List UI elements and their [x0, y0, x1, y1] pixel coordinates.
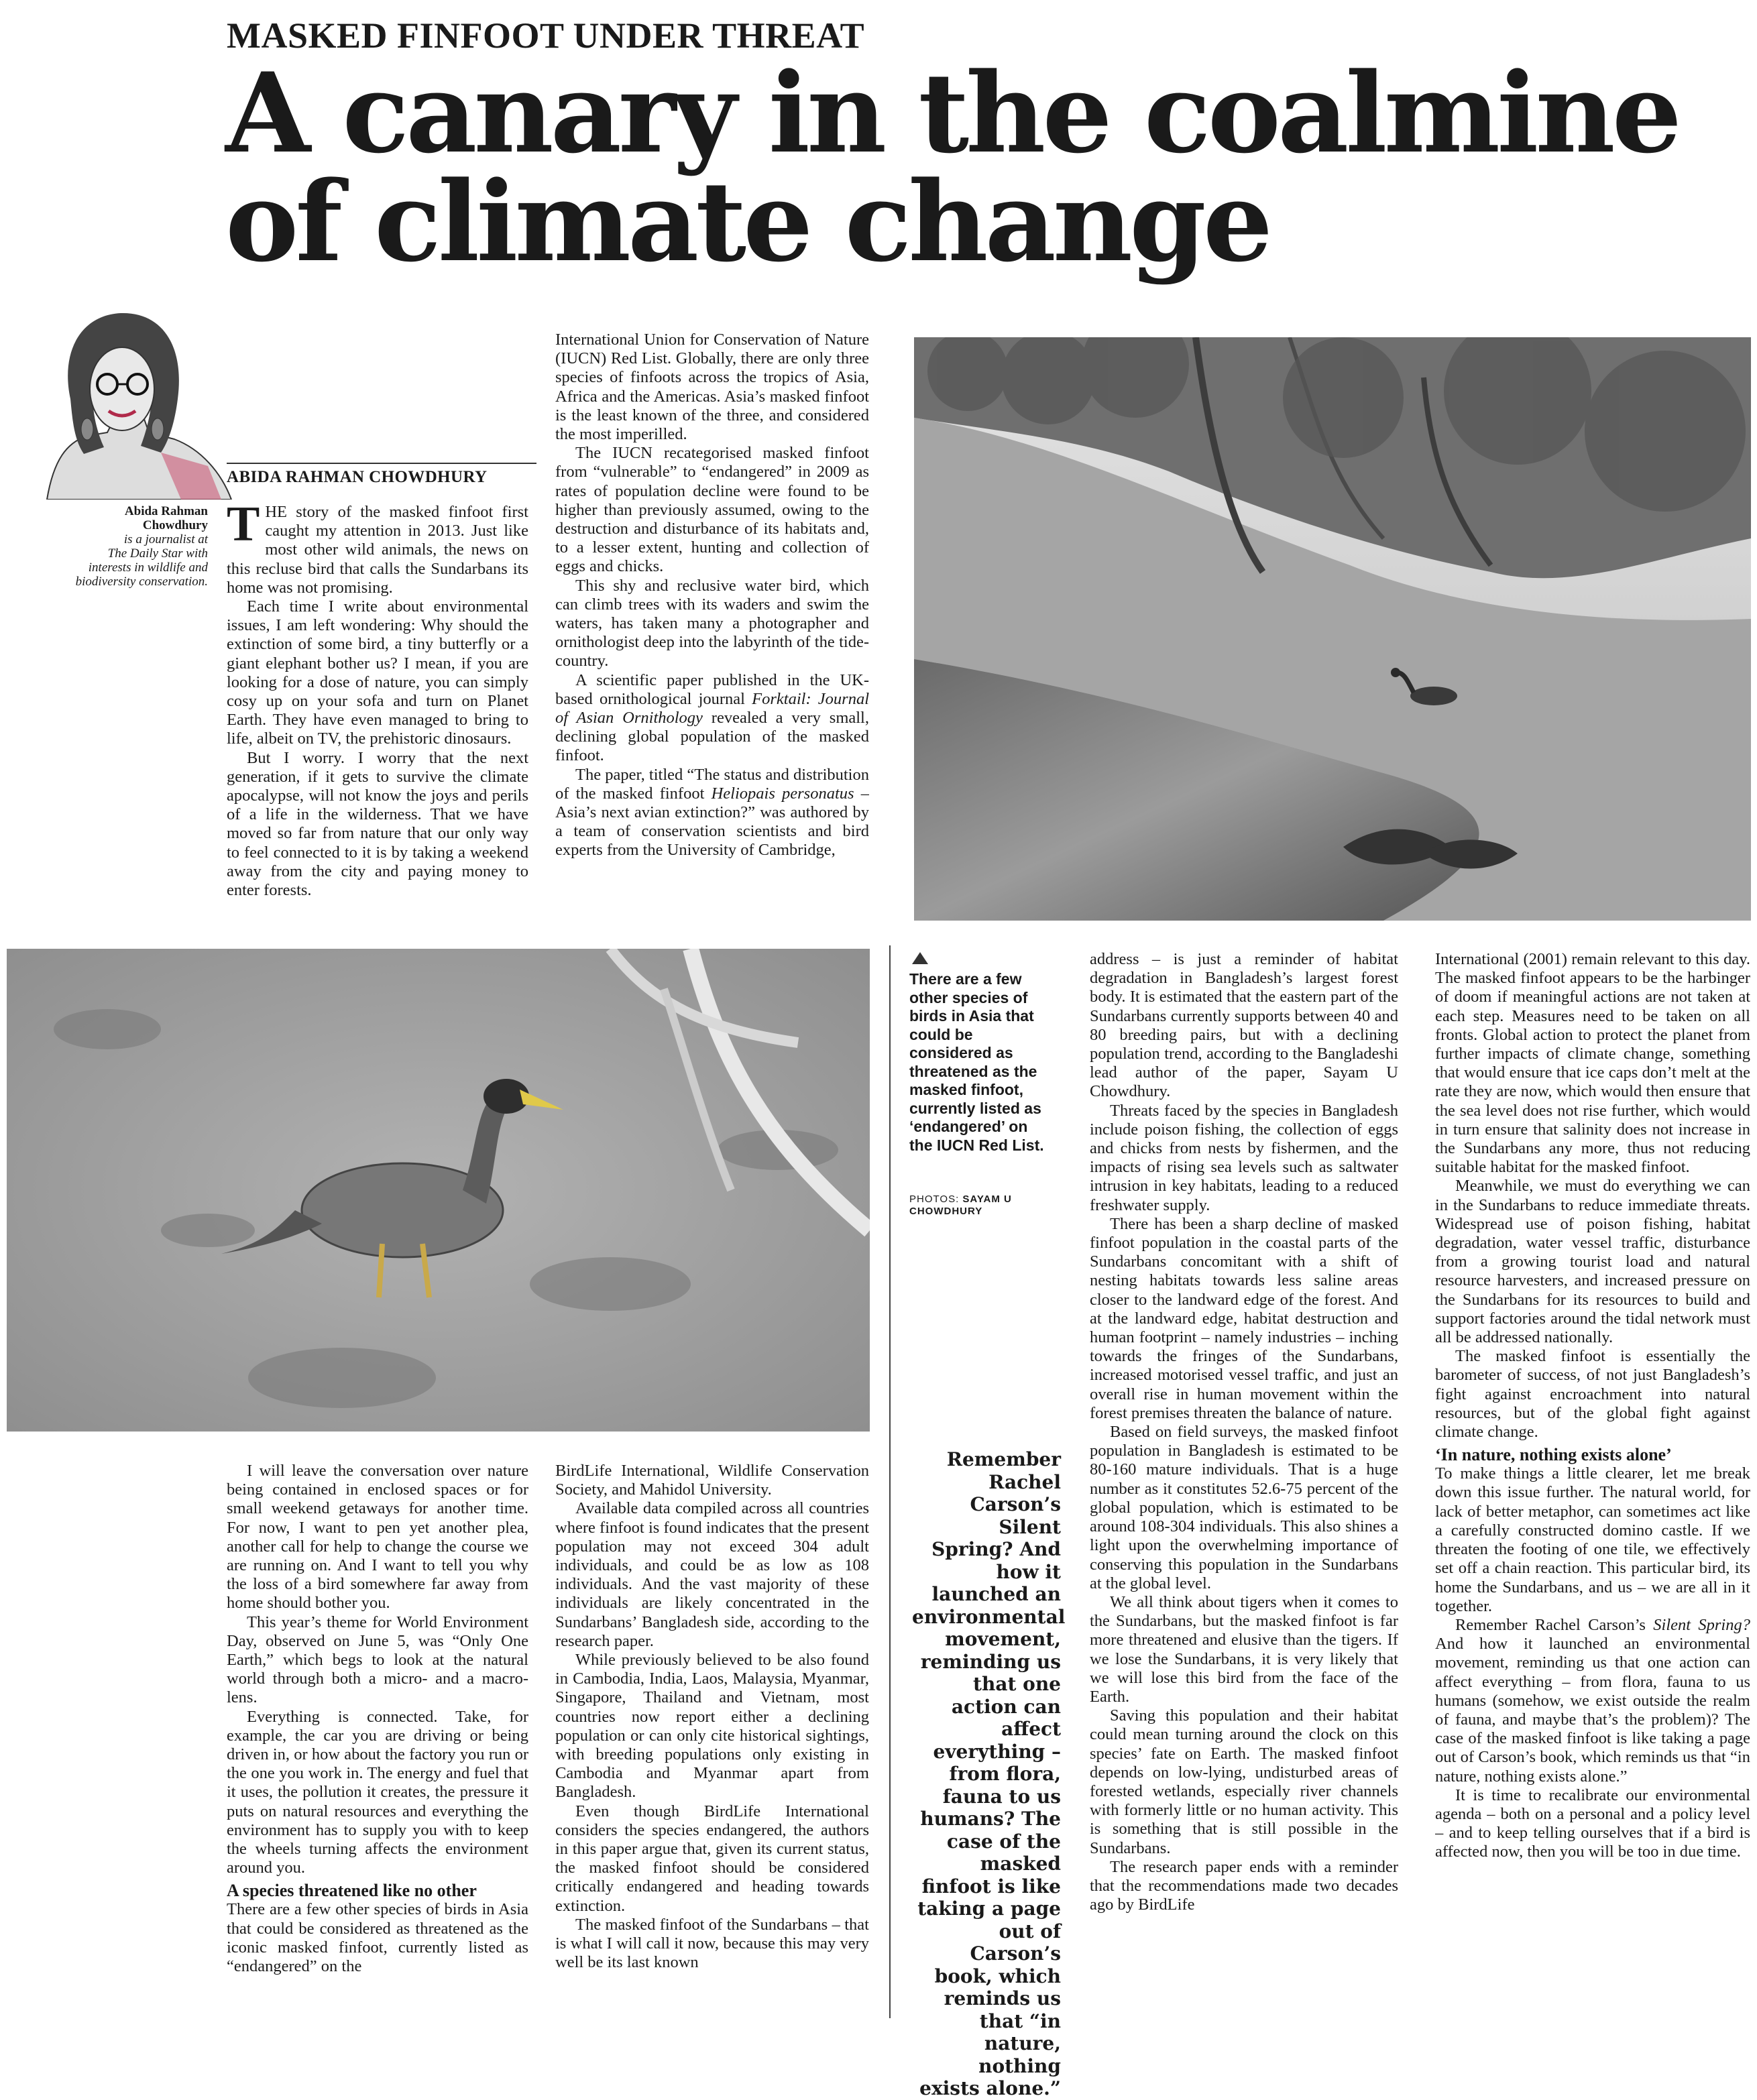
paragraph: BirdLife International, Wildlife Conservation Society, and Mahidol University. [555, 1462, 869, 1499]
text-run: A scientific paper published in the UK-based ornithological journal [555, 670, 869, 708]
paragraph: We all think about tigers when it comes to the Sundarbans, but the masked finfoot is far more threatened and elusive than the tigers. If we lose the Sundarbans, it is very likely that we will lose this bird from the face of the Earth. [1090, 1592, 1398, 1706]
column-4 [1435, 950, 1750, 2018]
mangrove-river-photo [914, 337, 1751, 921]
text-run: And how it launched an environmental movement, reminding us that one action can affect everything – from flora, fauna to us humans (somehow, we exist outside the realm of fauna, and maybe that’s the problem)? The case of the masked finfoot is like taking a page out of Carson’s book, which reminds us that “in nature, nothing exists alone.” [1435, 1635, 1750, 1786]
text-run: Remember Rachel Carson’s [1455, 1615, 1654, 1634]
paragraph: The masked finfoot of the Sundarbans – that is what I will call it now, because this may very well be its last known [555, 1915, 869, 1972]
lead-paragraph: HE story of the masked finfoot first caught my attention in 2013. Just like most other wild animals, the news on this recluse bird that calls the Sundarbans its home was not promising. [227, 503, 528, 597]
paragraph: International Union for Conservation of Nature (IUCN) Red List. Globally, there are only three species of finfoots across the tropics of Asia, Africa and the Americas. Asia’s masked finfoot is the least known of the three, and considered the most imperilled. [555, 331, 869, 444]
dropcap: T [227, 503, 260, 552]
caption-arrow-icon [911, 951, 929, 966]
column-1-bottom [227, 1462, 528, 2017]
paragraph: It is time to recalibrate our environmental agenda – both on a personal and a policy level – and to keep telling ourselves that if a bird is affected now, then you will be too in due time. [1435, 1786, 1750, 1861]
text-run: The paper, titled “The status and distribution of the masked finfoot [555, 765, 869, 803]
paragraph: But I worry. I worry that the next generation, if it gets to survive the climate apocalypse, will not know the joys and perils of a life in the wilderness. That we have moved so far from nature that our only way to feel connected to it is by taking a weekend away from the city and paying money to enter forests. [227, 748, 528, 900]
paragraph: The masked finfoot is essentially the barometer of success, of not just Bangladesh’s fight against encroachment into natural resources, but of the global fight against climate change. [1435, 1347, 1750, 1442]
paragraph: To make things a little clearer, let me break down this issue further. The natural world, for lack of better metaphor, can sometimes act like a carefully constructed domino castle. If we threaten the footing of one tile, we effectively set off a chain reaction. This particular bird, its home the Sundarbans, and us – we are all in it together. [1435, 1464, 1750, 1615]
column-2-top [555, 331, 869, 919]
paragraph: There has been a sharp decline of masked finfoot population in the coastal parts of the Sundarbans concomitant with a shift of nesting habitats towards less saline areas closer to the landward edge of the forest. And at the landward edge, habitat destruction and human footprint – namely industries – inching towards the fringes of the Sundarbans, increased motorised vessel traffic, and just an overall rise in human movement within the forest premises threaten the balance of nature. [1090, 1214, 1398, 1422]
paragraph: Threats faced by the species in Bangladesh include poison fishing, the collection of eggs and chicks from nests by fishermen, and the impacts of rising sea levels such as saltwater intrusion in key habitats, leading to a reduced freshwater supply. [1090, 1101, 1398, 1214]
photo-credit [909, 1193, 1057, 1218]
credit-name: SAYAM U CHOWDHURY [909, 1193, 1012, 1217]
text-run: – Asia’s next avian extinction?” was authored by a team of conservation scientists and bird experts from the University of Cambridge, [555, 784, 869, 860]
paragraph: The IUCN recategorised masked finfoot from “vulnerable” to “endangered” in 2009 as rates of population decline were found to be higher than previously assumed, owing to the destruction and disturbance of its habitats and, to a lesser extent, hunting and collection of eggs and chicks. [555, 444, 869, 576]
bio-outlet: The Daily Star [107, 546, 183, 561]
book-title: Silent Spring? [1653, 1615, 1750, 1634]
paragraph: Everything is connected. Take, for example, the car you are driving or being driven in, or how about the factory you run or the one you work in. The energy and fuel that it uses, the pollution it creates, the pressure it puts on natural resources and everything the environment has to supply you with to keep the wheels turning affects the environment around you. [227, 1707, 528, 1877]
masked-finfoot-photo [7, 949, 870, 1432]
paragraph: Saving this population and their habitat could mean turning around the clock on this species’ fate on Earth. The masked finfoot depends on low-lying, undisturbed areas of forested wetlands, especially river channels with formerly little or no human activity. This is something that is still possible in the Sundarbans. [1090, 1706, 1398, 1857]
paragraph: International (2001) remain relevant to this day. The masked finfoot appears to be the harbinger of doom if meaningful actions are not taken at each step. Measures need to be taken on all fronts. Global action to protect the planet from further impacts of climate change, something that would ensure that ice caps don’t melt at the rate they are now, which would then ensure that the sea level does not rise further, which would in turn ensure that salinity does not increase in the Sundarbans any more, thus not reducing suitable habitat for the masked finfoot. [1435, 950, 1750, 1177]
paragraph [555, 671, 869, 766]
author-portrait [7, 298, 238, 500]
paragraph: There are a few other species of birds in Asia that could be considered as threatened as the iconic masked finfoot, currently listed as “endangered” on the [227, 1900, 528, 1976]
credit-label: PHOTOS: [909, 1193, 960, 1205]
paragraph: This shy and reclusive water bird, which can climb trees with its waders and swim the waters, has taken many a photographer and ornithologist deep into the labyrinth of the tide-country. [555, 576, 869, 670]
paragraph: I will leave the conversation over nature being contained in enclosed spaces or for small weekend getaways for another time. For now, I want to pen yet another plea, another call for help to change the course we are running on. And I want to tell you why the loss of a bird somewhere far away from home should bother you. [227, 1462, 528, 1613]
species-name: Heliopais personatus [711, 784, 854, 803]
column-2-bottom [555, 1462, 869, 2017]
column-1-top [227, 503, 528, 919]
photo-caption: There are a few other species of birds in Asia that could be considered as threatened as the masked finfoot, currently listed as ‘endangered’ on the IUCN Red List. [909, 970, 1044, 1154]
paragraph: Based on field surveys, the masked finfoot population in Bangladesh is estimated to be 80-160 mature individuals. That is a huge number as it constitutes 52.6-75 percent of the global population, which is estimated to be around 108-304 individuals. This also shines a light upon the overwhelming importance of conserving this population in the Sundarbans at the global level. [1090, 1423, 1398, 1592]
paragraph: Meanwhile, we must do everything we can in the Sundarbans to reduce immediate threats. Widespread use of poison fishing, habitat degradation, water vessel traffic, disturbance from a growing tourist load and natural resource harvesters, and increased pressure on the Sundarbans for its resources to build and support factories around the tidal network must all be addressed nationally. [1435, 1177, 1750, 1347]
kicker: MASKED FINFOOT UNDER THREAT [227, 15, 865, 56]
headline: A canary in the coalmine of climate change [225, 48, 1679, 286]
author-bio [74, 504, 208, 589]
column-divider [889, 945, 891, 2018]
paragraph [1435, 1616, 1750, 1786]
paragraph [555, 766, 869, 860]
paragraph: This year’s theme for World Environment Day, observed on June 5, was “Only One Earth,” which begs to look at the natural world through both a micro- and a macro-lens. [227, 1613, 528, 1707]
pull-quote: Remember Rachel Carson’s Silent Spring? And how it launched an environmental movement, reminding us that one action can affect everything – from flora, fauna to us humans? The case of the masked finfoot is like taking a page out of Carson’s book, which reminds us that “in nature, nothing exists alone.” [912, 1448, 1066, 2099]
subhead: ‘In nature, nothing exists alone’ [1435, 1445, 1672, 1465]
paragraph: Available data compiled across all countries where finfoot is found indicates that the present population may not exceed 304 adult individuals, and could be as low as 108 individuals. And the vast majority of these individuals are likely concentrated in the Sundarbans’ Bangladesh side, according to the research paper. [555, 1499, 869, 1650]
bio-name: Abida Rahman Chowdhury [124, 504, 208, 532]
journal-title: Forktail: Journal of Asian Ornithology [555, 689, 869, 727]
paragraph: The research paper ends with a reminder that the recommendations made two decades ago by BirdLife [1090, 1857, 1398, 1914]
paragraph: address – is just a reminder of habitat degradation in Bangladesh’s largest forest body. It is estimated that the eastern part of the Sundarbans currently supports between 40 and 80 breeding pairs, but with a declining population trend, according to the Bangladeshi lead author of the paper, Sayam U Chowdhury. [1090, 950, 1398, 1101]
column-3 [1090, 950, 1398, 2018]
paragraph: Even though BirdLife International considers the species endangered, the authors in this paper argue that, given its current status, the masked finfoot should be considered critically endangered and heading towards extinction. [555, 1802, 869, 1915]
bio-is: is a journalist at [123, 532, 208, 546]
bio-rest: with interests in wildlife and biodiversity conservation. [75, 546, 208, 589]
subhead: A species threatened like no other [227, 1881, 477, 1901]
text-run: revealed a very small, declining global population of the masked finfoot. [555, 709, 869, 765]
paragraph: Each time I write about environmental issues, I am left wondering: Why should the extinction of some bird, a tiny butterfly or a giant elephant bother us? I mean, if you are looking for a dose of nature, you can simply cosy up on your sofa and turn on Planet Earth. They have even managed to bring to life, albeit on TV, the prehistoric dinosaurs. [227, 597, 528, 748]
byline: ABIDA RAHMAN CHOWDHURY [227, 463, 536, 487]
paragraph: While previously believed to be also found in Cambodia, India, Laos, Malaysia, Myanmar, Singapore, Thailand and Vietnam, most countries now report either a declining population or can only cite historical sightings, with breeding populations only existing in Cambodia and Myanmar apart from Bangladesh. [555, 1651, 869, 1802]
